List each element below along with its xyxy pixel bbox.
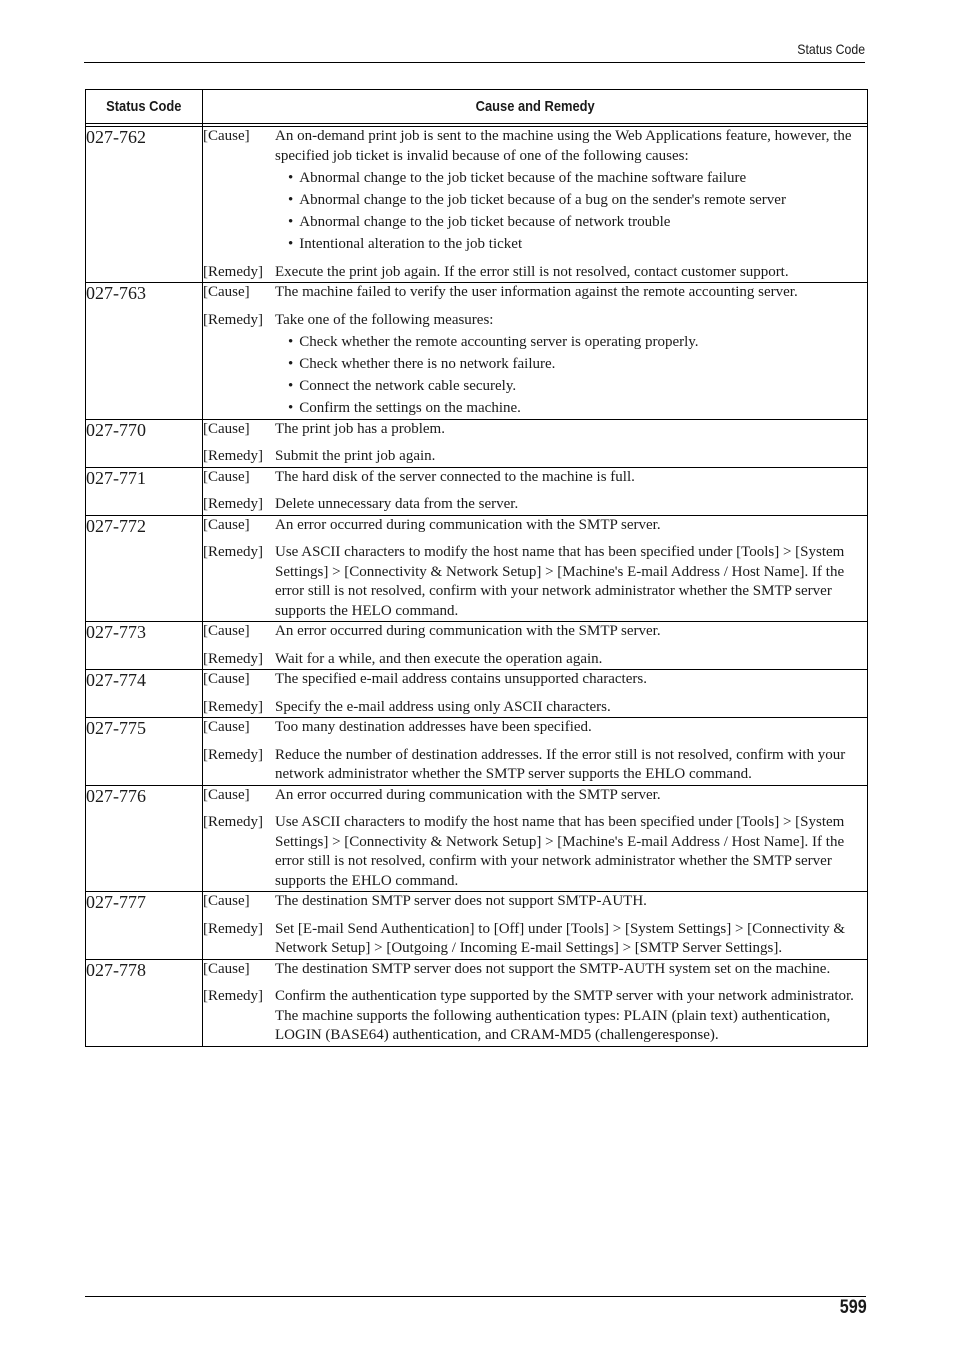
remedy-text: Reduce the number of destination addresses. If the error still is not resolved, confirm with your network administrator whether the SMTP server supports the EHLO command.	[275, 746, 846, 782]
remedy-text: Delete unnecessary data from the server.	[275, 496, 519, 512]
remedy-line	[203, 987, 867, 1046]
bullet-item: • Check whether the remote accounting server is operating properly.	[288, 333, 867, 353]
cause-line	[203, 468, 867, 488]
remedy-text: Use ASCII characters to modify the host name that has been specified under [Tools] > [System Settings] > [Connectivity & Network Setup] > [Machine's E-mail Address / Host Name]. If the error still is not resolved, confirm with your network administrator whether the SMTP server supports the HELO command.	[275, 544, 845, 619]
remedy-text: Take one of the following measures:	[275, 311, 494, 328]
status-code: 027-774	[86, 670, 203, 718]
table-row	[86, 467, 868, 515]
remedy-line	[203, 920, 867, 959]
table-row	[86, 718, 868, 786]
remedy-tag: [Remedy]	[203, 650, 263, 667]
remedy-text: Wait for a while, and then execute the operation again.	[275, 650, 603, 667]
cause-remedy-cell	[203, 283, 868, 420]
remedy-text: Specify the e-mail address using only ASCII characters.	[275, 698, 611, 715]
remedy-line	[203, 311, 867, 331]
cause-text: The specified e-mail address contains unsupported characters.	[275, 671, 647, 687]
remedy-text: Set [E-mail Send Authentication] to [Off] under [Tools] > [System Settings] > [Connectivity & Network Setup] > [Outgoing / Incoming E-mail Settings] > [SMTP Server Settings].	[275, 920, 846, 956]
cause-text: An error occurred during communication with the SMTP server.	[275, 516, 661, 533]
cause-text: An on-demand print job is sent to the machine using the Web Applications feature, however, the specified job ticket is invalid because of one of the following causes:	[275, 128, 852, 164]
cause-text: The destination SMTP server does not support SMTP-AUTH.	[275, 893, 647, 909]
cause-tag: [Cause]	[203, 468, 250, 485]
table-row	[86, 283, 868, 420]
cause-line	[203, 892, 867, 912]
remedy-text: Submit the print job again.	[275, 448, 436, 464]
cause-line	[203, 670, 867, 690]
remedy-line	[203, 543, 867, 621]
cause-line	[203, 622, 867, 642]
page-number: 599	[840, 1297, 867, 1318]
remedy-tag: [Remedy]	[203, 311, 263, 328]
table-row	[86, 670, 868, 718]
status-code: 027-775	[86, 718, 203, 786]
cause-remedy-cell	[203, 515, 868, 622]
cause-text: Too many destination addresses have been specified.	[275, 719, 592, 735]
remedy-tag: [Remedy]	[203, 544, 263, 560]
status-code: 027-773	[86, 622, 203, 670]
remedy-tag: [Remedy]	[203, 448, 263, 464]
cause-line	[203, 960, 867, 980]
remedy-line	[203, 447, 867, 467]
status-code: 027-778	[86, 959, 203, 1046]
status-code: 027-762	[86, 127, 203, 283]
cause-text: An error occurred during communication with the SMTP server.	[275, 786, 661, 803]
cause-text: The print job has a problem.	[275, 420, 445, 437]
remedy-tag: [Remedy]	[203, 263, 263, 280]
remedy-text: Use ASCII characters to modify the host name that has been specified under [Tools] > [System Settings] > [Connectivity & Network Setup] > [Machine's E-mail Address / Host Name]. If the error still is not resolved, confirm with your network administrator whether the SMTP server supports the EHLO command.	[275, 814, 845, 889]
status-code: 027-777	[86, 892, 203, 960]
cause-line	[203, 718, 867, 738]
table-row	[86, 419, 868, 467]
table-row	[86, 785, 868, 892]
column-header-cause-remedy: Cause and Remedy	[203, 90, 868, 124]
cause-text: The destination SMTP server does not support the SMTP-AUTH system set on the machine.	[275, 960, 831, 977]
status-code: 027-772	[86, 515, 203, 622]
cause-tag: [Cause]	[203, 893, 250, 909]
cause-remedy-cell	[203, 419, 868, 467]
remedy-tag: [Remedy]	[203, 814, 263, 830]
cause-bullet-list	[203, 169, 867, 255]
cause-remedy-cell	[203, 622, 868, 670]
remedy-line	[203, 495, 867, 515]
bullet-item: • Abnormal change to the job ticket because of a bug on the sender's remote server	[288, 191, 867, 211]
table-row	[86, 959, 868, 1046]
cause-remedy-cell	[203, 959, 868, 1046]
table-row	[86, 515, 868, 622]
remedy-tag: [Remedy]	[203, 988, 263, 1004]
cause-remedy-cell	[203, 467, 868, 515]
status-code: 027-763	[86, 283, 203, 420]
cause-tag: [Cause]	[203, 128, 250, 144]
status-code: 027-770	[86, 419, 203, 467]
remedy-tag: [Remedy]	[203, 920, 263, 937]
cause-line	[203, 283, 867, 303]
cause-tag: [Cause]	[203, 516, 250, 533]
bullet-item: • Abnormal change to the job ticket because of the machine software failure	[288, 169, 867, 189]
remedy-tag: [Remedy]	[203, 496, 263, 512]
remedy-line	[203, 813, 867, 891]
remedy-line	[203, 263, 867, 283]
cause-line	[203, 127, 867, 166]
status-code: 027-771	[86, 467, 203, 515]
bullet-item: • Check whether there is no network failure.	[288, 355, 867, 375]
remedy-bullet-list	[203, 333, 867, 419]
cause-tag: [Cause]	[203, 719, 250, 735]
remedy-line	[203, 650, 867, 670]
bullet-item: • Abnormal change to the job ticket because of network trouble	[288, 213, 867, 233]
remedy-line	[203, 698, 867, 718]
cause-remedy-cell	[203, 892, 868, 960]
cause-line	[203, 516, 867, 536]
table-row	[86, 127, 868, 283]
footer-rule	[85, 1296, 866, 1297]
table-row	[86, 892, 868, 960]
table-row	[86, 622, 868, 670]
cause-text: The machine failed to verify the user information against the remote accounting server.	[275, 284, 798, 300]
cause-tag: [Cause]	[203, 960, 250, 977]
cause-line	[203, 420, 867, 440]
cause-tag: [Cause]	[203, 284, 250, 300]
cause-tag: [Cause]	[203, 623, 250, 639]
status-code-table	[85, 89, 868, 1047]
remedy-text: Confirm the authentication type supported by the SMTP server with your network administrator. The machine supports the following authentication types: PLAIN (plain text) authentication, LOGIN (BASE64) authentication, and CRAM-MD5 (challengeresponse).	[275, 988, 854, 1043]
header-rule	[84, 62, 865, 63]
remedy-line	[203, 746, 867, 785]
column-header-status-code: Status Code	[86, 90, 203, 124]
remedy-tag: [Remedy]	[203, 698, 263, 715]
cause-tag: [Cause]	[203, 786, 250, 803]
cause-remedy-cell	[203, 127, 868, 283]
bullet-item: • Intentional alteration to the job ticket	[288, 235, 867, 255]
remedy-text: Execute the print job again. If the error still is not resolved, contact customer support.	[275, 263, 789, 280]
cause-remedy-cell	[203, 718, 868, 786]
cause-line	[203, 786, 867, 806]
bullet-item: • Confirm the settings on the machine.	[288, 399, 867, 419]
cause-tag: [Cause]	[203, 671, 250, 687]
remedy-tag: [Remedy]	[203, 746, 263, 763]
bullet-item: • Connect the network cable securely.	[288, 377, 867, 397]
cause-text: The hard disk of the server connected to the machine is full.	[275, 468, 635, 485]
running-header: Status Code	[797, 41, 865, 57]
cause-tag: [Cause]	[203, 420, 250, 437]
cause-text: An error occurred during communication with the SMTP server.	[275, 623, 661, 639]
cause-remedy-cell	[203, 670, 868, 718]
cause-remedy-cell	[203, 785, 868, 892]
status-code: 027-776	[86, 785, 203, 892]
